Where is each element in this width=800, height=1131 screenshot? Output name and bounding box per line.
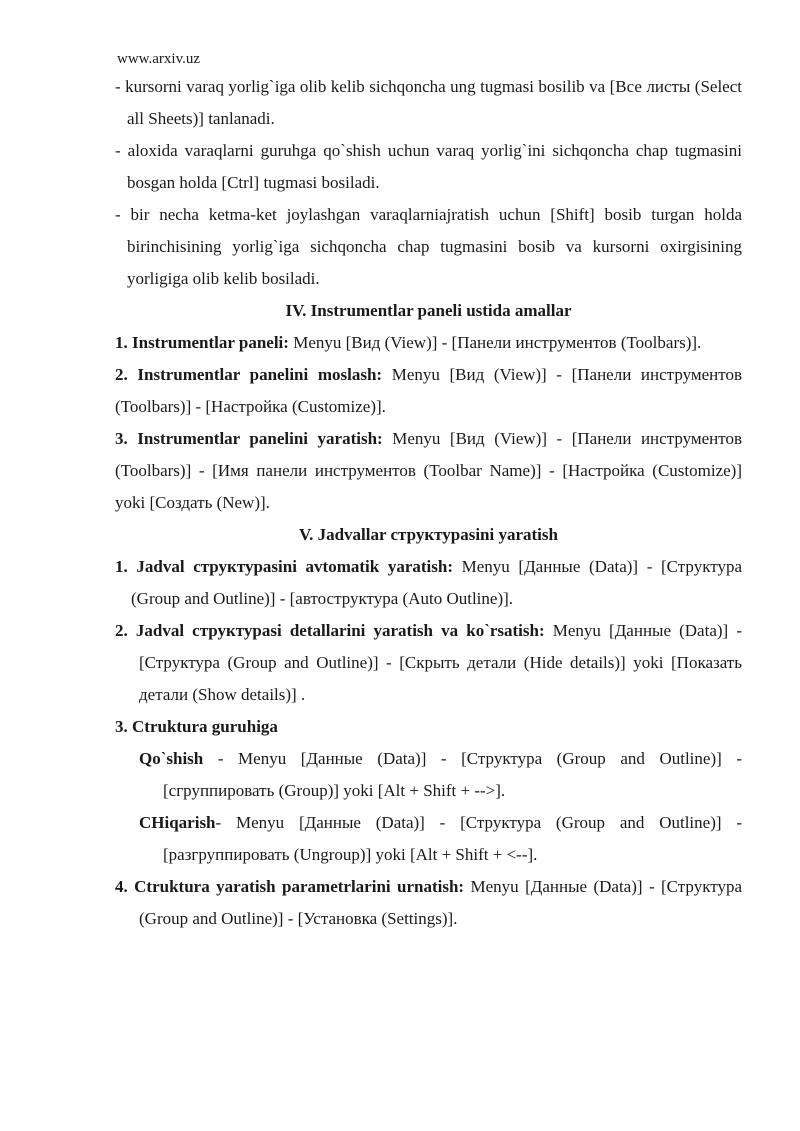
item-text: Menyu [Вид (View)] - [Панели инструментов (Toolbars)] - [Имя панели инструментов (Toolbar Name)] - [Настройка (Customize)] yoki [Создать (New)]. (115, 429, 743, 512)
item-label: Qo`shish (139, 749, 204, 768)
bullet-item: - kursorni varaq yorlig`iga olib kelib sichqoncha ung tugmasi bosilib va [Все листы (Select all Sheets)] tanlanadi. (115, 77, 742, 128)
item-text: Menyu [Данные (Data)] - [Структура (Group and Outline)] - [Установка (Settings)]. (139, 877, 742, 928)
item-text: Menyu [Данные (Data)] - [Структура (Group and Outline)] - [Скрыть детали (Hide details)] yoki [Показать детали (Show details)] . (139, 621, 742, 704)
document-body (115, 71, 742, 935)
bullet-item: - aloxida varaqlarni guruhga qo`shish uchun varaq yorlig`ini sichqoncha chap tugmasini bosgan holda [Ctrl] tugmasi bosiladi. (115, 141, 742, 192)
section-heading: IV. Instrumentlar paneli ustida amallar (285, 301, 572, 320)
item-label: 2. Jadval структурasi detallarini yaratish va ko`rsatish: (115, 621, 545, 640)
item-text: - Menyu [Данные (Data)] - [Структура (Group and Outline)] - [разгруппировать (Ungroup)] yoki [Alt + Shift + <--]. (163, 813, 742, 864)
numbered-item (115, 327, 742, 359)
item-label: CHiqarish (139, 813, 216, 832)
item-label: 4. Ctruktura yaratish parametrlarini urnatish: (115, 877, 465, 896)
numbered-item (115, 551, 742, 615)
item-text: Menyu [Вид (View)] - [Панели инструментов (Toolbars)] - [Настройка (Customize)]. (115, 365, 742, 416)
sub-item (115, 807, 742, 871)
item-label: 2. Instrumentlar panelini moslash: (115, 365, 383, 384)
numbered-item (115, 711, 742, 743)
item-label: 1. Instrumentlar paneli: (115, 333, 289, 352)
bullet-item: - bir necha ketma-ket joylashgan varaqlarniajratish uchun [Shift] bosib turgan holda birinchisining yorlig`iga sichqoncha chap tugmasini bosib va kursorni oxirgisining yorligiga olib kelib bosiladi. (115, 205, 742, 288)
item-label: 1. Jadval структурasini avtomatik yaratish: (115, 557, 453, 576)
item-label: 3. Ctruktura guruhiga (115, 717, 278, 736)
numbered-item (115, 871, 742, 935)
numbered-item (115, 615, 742, 711)
item-text: Menyu [Данные (Data)] - [Структура (Group and Outline)] - [автоструктура (Auto Outline)]. (131, 557, 742, 608)
item-label: 3. Instrumentlar panelini yaratish: (115, 429, 383, 448)
site-header: www.arxiv.uz (117, 51, 201, 67)
numbered-item (115, 359, 742, 423)
item-text: Menyu [Вид (View)] - [Панели инструментов (Toolbars)]. (288, 333, 702, 352)
section-heading: V. Jadvallar структурasini yaratish (299, 525, 558, 544)
sub-item (115, 743, 742, 807)
item-text: - Menyu [Данные (Data)] - [Структура (Group and Outline)] - [сгруппировать (Group)] yoki [Alt + Shift + -->]. (163, 749, 742, 800)
numbered-item (115, 423, 742, 519)
